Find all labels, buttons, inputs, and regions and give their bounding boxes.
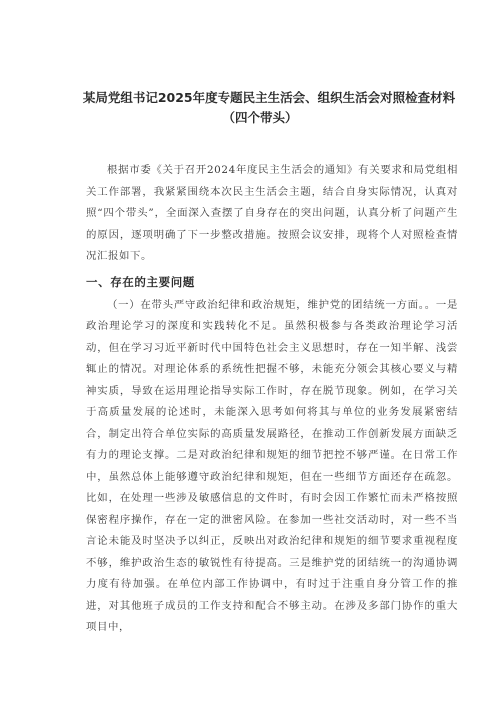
document-title — [60, 88, 460, 128]
title-line-1: 某局党组书记2025年度专题民主生活会、组织生活会对照检查材料 — [82, 90, 456, 105]
section-heading-problems: 一、存在的主要问题 — [86, 274, 195, 289]
intro-paragraph: 根据市委《关于召开2024年度民主生活会的通知》有关要求和局党组相关工作部署，我紧紧围绕本次民主生活会主题，结合自身实际情况，认真对照“四个带头”，全面深入查摆了自身存在的突出问题，认真分析了问题产生的原因，逐项明确了下一步整改措施。按照会议安排，现将个人对照检查情况汇报如下。 — [86, 164, 458, 262]
title-line-2: （四个带头） — [222, 110, 298, 125]
document-body — [86, 160, 458, 639]
section-body-paragraph: （一）在带头严守政治纪律和政治规矩，维护党的团结统一方面。。一是政治理论学习的深度和实践转化不足。虽然积极参与各类政治理论学习活动，但在学习习近平新时代中国特色社会主义思想时，存在一知半解、浅尝辄止的情况。对理论体系的系统性把握不够，未能充分领会其核心要义与精神实质，导致在运用理论指导实际工作时，存在脱节现象。例如，在学习关于高质量发展的论述时，未能深入思考如何将其与单位的业务发展紧密结合，制定出符合单位实际的高质量发展路径，在推动工作创新发展方面缺乏有力的理论支撑。二是对政治纪律和规矩的细节把控不够严谨。在日常工作中，虽然总体上能够遵守政治纪律和规矩，但在一些细节方面还存在疏忽。比如，在处理一些涉及敏感信息的文件时，有时会因工作繁忙而未严格按照保密程序操作，存在一定的泄密风险。在参加一些社交活动时，对一些不当言论未能及时坚决予以纠正，反映出对政治纪律和规矩的细节要求重视程度不够，维护政治生态的敏锐性有待提高。三是维护党的团结统一的沟通协调力度有待加强。在单位内部工作协调中，有时过于注重自身分管工作的推进，对其他班子成员的工作支持和配合不够主动。在涉及多部门协作的重大项目中， — [86, 298, 458, 633]
